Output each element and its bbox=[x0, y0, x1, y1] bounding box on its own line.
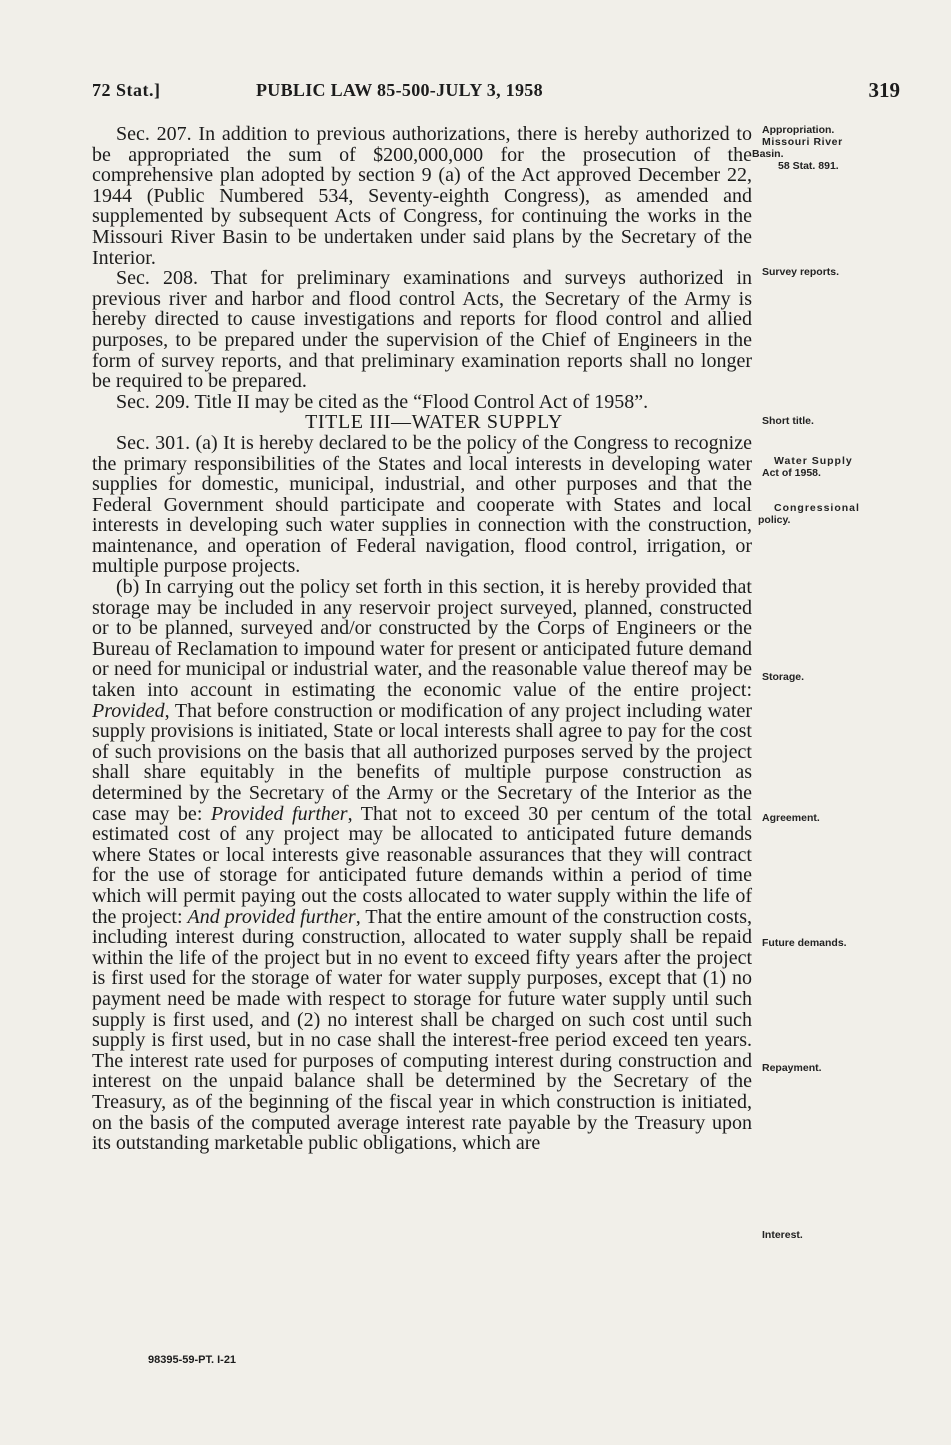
note-line: Agreement. bbox=[762, 812, 820, 824]
page-number: 319 bbox=[868, 78, 900, 102]
note-short-title bbox=[762, 415, 912, 427]
note-line: Missouri River bbox=[762, 136, 843, 148]
title-iii-heading: TITLE III—WATER SUPPLY bbox=[305, 411, 563, 434]
note-line: Basin. bbox=[752, 148, 784, 160]
section-301a: Sec. 301. (a) It is hereby declared to be the policy of the Congress to recognize the primary responsibilities of the States and local interests in developing water supplies for domestic, municipal, industrial, and other purposes and that the Federal Government should participate and cooperate with States and local interests in developing such water supplies in connection with the construction, maintenance, and operation of Federal navigation, flood control, irrigation, or multiple purpose projects. bbox=[92, 431, 752, 578]
section-301b-text-2: , That before construction or modification of any project including water supply provisions is initiated, State or local interests shall agree to pay for the cost of such provisions on the basis that all authorized purposes served by the project shall share equitably in the benefits of multiple purpose construction as determined by the Secretary of the Army or the Secretary of the Interior as the case may be: bbox=[92, 699, 752, 825]
section-207: Sec. 207. In addition to previous authorizations, there is hereby authorized to be appropriated the sum of $200,000,000 for the prosecution of the comprehensive plan adopted by section 9 (a) of the Act approved December 22, 1944 (Public Numbered 534, Seventy-eighth Congress), as amended and supplemented by subsequent Acts of Congress, for continuing the works in the Missouri River Basin to be undertaken under said plans by the Secretary of the Interior. bbox=[92, 123, 752, 269]
note-line: Appropriation. bbox=[762, 124, 835, 136]
note-water-supply-act bbox=[762, 455, 912, 479]
note-line: policy. bbox=[758, 514, 791, 526]
running-title: PUBLIC LAW 85-500-JULY 3, 1958 bbox=[256, 80, 543, 100]
note-line: Act of 1958. bbox=[762, 467, 821, 479]
section-301b-text-3: , That not to exceed 30 per centum of the total estimated cost of any project may be allocated to anticipated future demands where States or local interests give reasonable assurances that they will contract for the use of storage for anticipated future demands within a period of time which will permit paying out the costs allocated to water supply within the life of the project: bbox=[92, 802, 752, 928]
note-repayment bbox=[762, 1062, 912, 1074]
and-provided-further-italic: And provided further bbox=[187, 905, 356, 928]
note-storage bbox=[762, 671, 912, 683]
section-208: Sec. 208. That for preliminary examinations and surveys authorized in previous river and harbor and flood control Acts, the Secretary of the Army is hereby directed to cause investigations and reports for flood control and allied purposes, to be prepared under the supervision of the Chief of Engineers in the form of survey reports, and that preliminary examination reports shall no longer be required to be prepared. bbox=[92, 267, 752, 393]
section-209: Sec. 209. Title II may be cited as the “Flood Control Act of 1958”. bbox=[116, 390, 649, 413]
note-line: Interest. bbox=[762, 1229, 803, 1241]
body-text bbox=[92, 124, 752, 1154]
printer-code: 98395-59-PT. I-21 bbox=[148, 1354, 237, 1366]
statute-volume: 72 Stat.] bbox=[92, 80, 161, 100]
note-line: Congressional bbox=[774, 502, 860, 514]
note-interest bbox=[762, 1229, 912, 1241]
note-future-demands bbox=[762, 937, 912, 949]
note-line: 58 Stat. 891. bbox=[778, 160, 839, 172]
note-congressional-policy bbox=[758, 502, 912, 526]
note-line: Repayment. bbox=[762, 1062, 822, 1074]
section-301b bbox=[92, 577, 752, 1154]
note-line: Short title. bbox=[762, 415, 814, 427]
provided-italic: Provided bbox=[92, 699, 165, 722]
page-header bbox=[92, 80, 900, 106]
provided-further-italic: Provided further bbox=[210, 802, 348, 825]
section-301b-text-1: (b) In carrying out the policy set forth in this section, it is hereby provided that storage may be included in any reservoir project surveyed, planned, constructed or to be planned, surveyed and/or constructed by the Corps of Engineers or the Bureau of Reclamation to impound water for present or anticipated future demand or need for municipal or industrial water, and the reasonable value thereof may be taken into account in estimating the economic value of the entire project: bbox=[92, 576, 752, 702]
note-agreement bbox=[762, 812, 912, 824]
note-survey-reports bbox=[762, 266, 912, 278]
note-line: Survey reports. bbox=[762, 266, 840, 278]
note-appropriation bbox=[752, 124, 912, 172]
note-line: Water Supply bbox=[774, 455, 853, 467]
section-301b-text-4: , That the entire amount of the construction costs, including interest during construction, allocated to water supply shall be repaid within the life of the project but in no event to exceed fifty years after the project is first used for the storage of water for water supply purposes, except that (1) no payment need be made with respect to storage for future water supply until such supply is first used, and (2) no interest shall be charged on such cost until such supply is first used, but in no case shall the interest-free period exceed ten years. The interest rate used for purposes of computing interest during construction and interest on the unpaid balance shall be determined by the Secretary of the Treasury, as of the beginning of the fiscal year in which construction is initiated, on the basis of the computed average interest rate payable by the Treasury upon its outstanding marketable public obligations, which are bbox=[92, 905, 752, 1155]
note-line: Storage. bbox=[762, 671, 805, 683]
note-line: Future demands. bbox=[762, 937, 847, 949]
